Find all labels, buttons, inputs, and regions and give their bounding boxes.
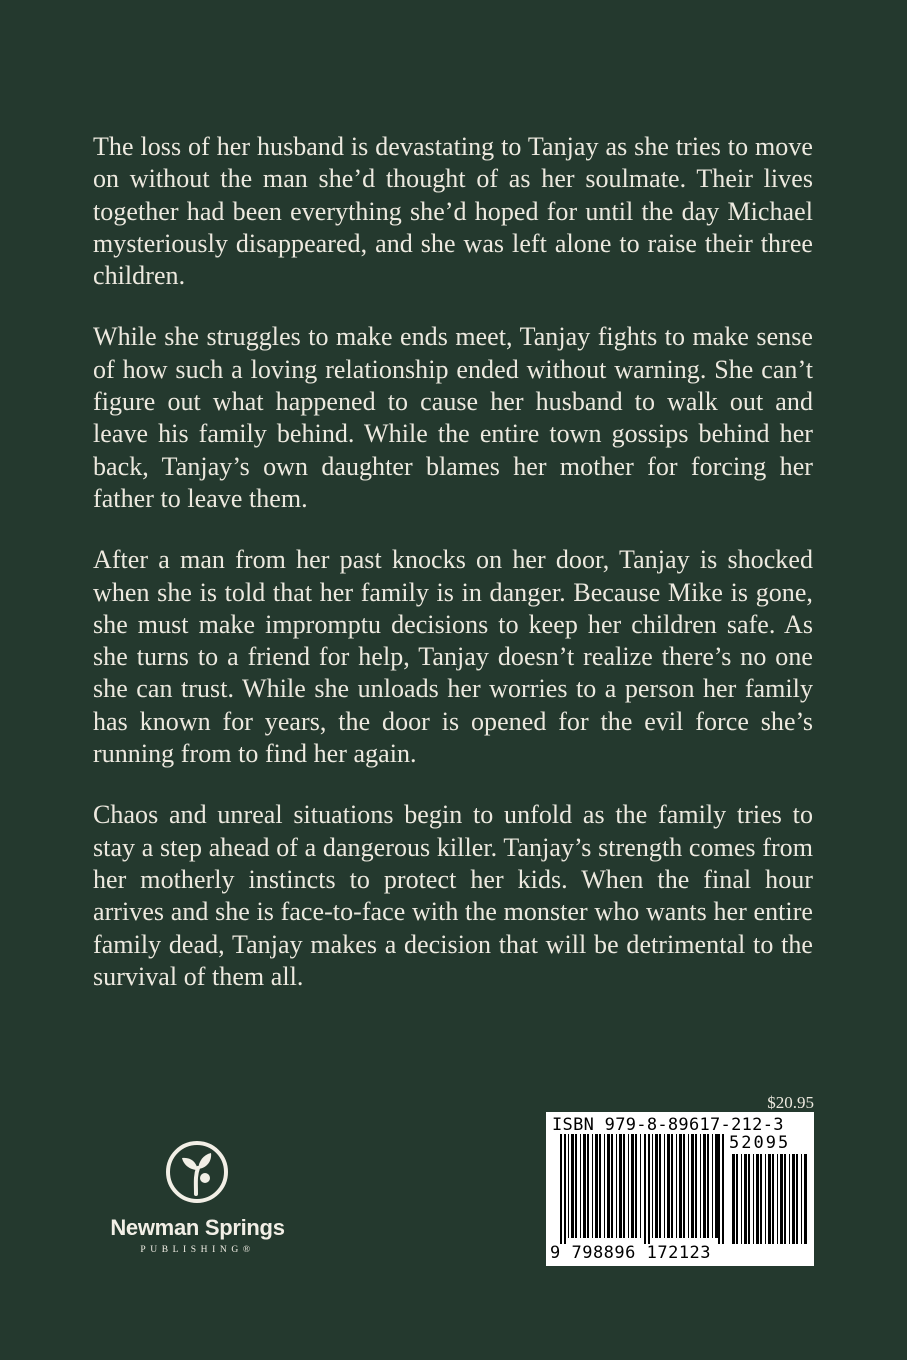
publisher-subtitle: PUBLISHING® — [140, 1245, 255, 1255]
price-addon-digits: 52095 — [729, 1133, 791, 1153]
isbn-number: ISBN 979-8-89617-212-3 — [552, 1115, 784, 1135]
publisher-name: Newman Springs — [110, 1215, 285, 1240]
sprout-in-circle-icon — [165, 1140, 229, 1204]
blurb-paragraph-2: While she struggles to make ends meet, Tanjay fights to make sense of how such a loving relationship ended without warning. She can’t figure out what happened to cause her husband to walk out and leave his family behind. While the entire town gossips behind her back, Tanjay’s own daughter blames her mother for forcing her father to leave them. — [93, 322, 813, 513]
ean-digits: 9 798896 172123 — [550, 1243, 712, 1263]
blurb-paragraph-3: After a man from her past knocks on her door, Tanjay is shocked when she is told that her family is in danger. Because Mike is gone, she must make impromptu decisions to keep her children safe. As she turns to a friend for help, Tanjay doesn’t realize there’s no one she can trust. While she unloads her worries to a person her family has known for years, the door is opened for the evil force she’s running from to find her again. — [93, 545, 813, 769]
blurb-paragraph-1: The loss of her husband is devastating to Tanjay as she tries to move on without the man she’d thought of as her soulmate. Their lives together had been everything she’d hoped for until the day Michael mysteriously disappeared, and she was left alone to raise their three children. — [93, 132, 813, 291]
publisher-logo — [90, 1140, 305, 1260]
blurb-paragraph-4: Chaos and unreal situations begin to unfold as the family tries to stay a step ahead of a dangerous killer. Tanjay’s strength comes from her motherly instincts to protect her kids. When the final hour arrives and she is face-to-face with the monster who wants her entire family dead, Tanjay makes a decision that will be detrimental to the survival of them all. — [93, 800, 813, 991]
back-cover-blurb — [93, 131, 813, 1022]
price-label: $20.95 — [767, 1093, 814, 1112]
isbn-barcode — [546, 1112, 814, 1266]
